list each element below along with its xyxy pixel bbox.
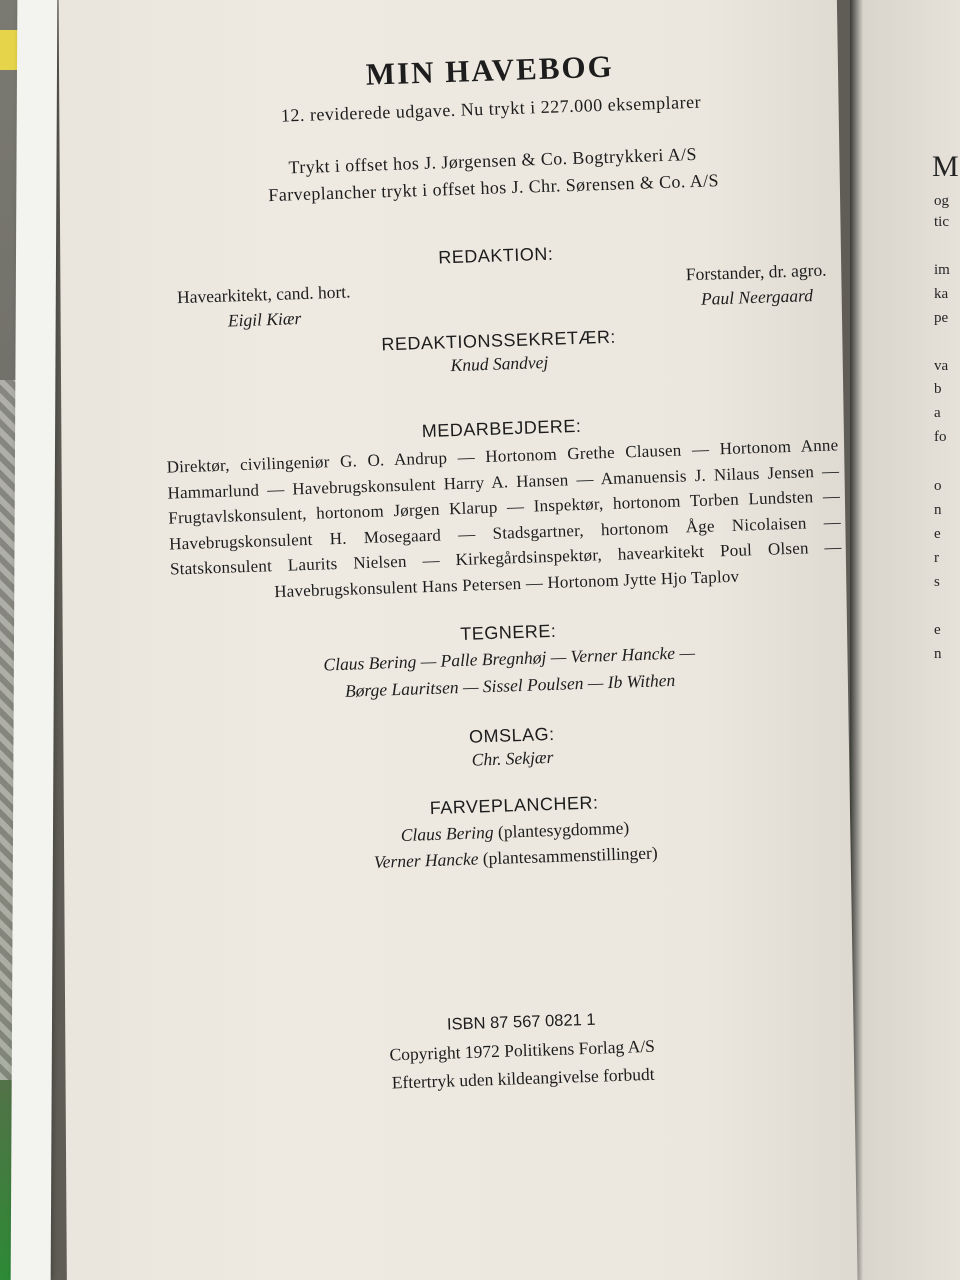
sekretaer-name: Knud Sandvej [450,351,549,376]
adjacent-page-text: M [932,150,959,183]
medarbejdere-list: Direktør, civilingeniør G. O. Andrup — Hortonom Grethe Clausen — Hortonom Anne Hammarlund — Havebrugskonsulent Harry A. Hansen — Amanuensis J. Nilaus Jensen — Frugtavlskonsulent, hortonom Jørgen Klarup — Inspektør, hortonom Torben Lundsten — Havebrugskonsulent H. Mosegaard — Stadsgartner, hortonom Åge Nicolaisen — Statskonsulent Laurits Nielsen — Kirkegårdsinspektør, havearkitekt Poul Olsen — Havebrugskonsulent Hans Petersen — Hortonom Jytte Hjo Taplov [166,435,843,601]
redaktion-heading: REDAKTION: [438,243,554,268]
omslag-heading: OMSLAG: [468,723,555,747]
tegnere-line-1: Claus Bering — Palle Bregnhøj — Verner Hancke — [323,642,696,675]
adjacent-page-text: og [934,193,949,209]
adjacent-page-text: r [934,550,939,566]
editor-right [685,258,828,319]
adjacent-page-text: pe [934,310,949,326]
print-line-2: Farveplancher trykt i offset hos J. Chr. Sørensen & Co. A/S [268,170,720,206]
book-title: MIN HAVEBOG [365,48,615,92]
adjacent-page-text: e [934,526,941,542]
editor-left-role: Havearkitekt, cand. hort. [176,281,351,308]
adjacent-page-text: o [934,478,942,494]
redaktion-section [156,234,838,336]
adjacent-page [850,0,960,1280]
farveplancher-desc-1: (plantesygdomme) [497,817,630,842]
print-line-1: Trykt i offset hos J. Jørgensen & Co. Bogtrykkeri A/S [288,143,698,178]
medarbejdere-heading: MEDARBEJDERE: [421,415,582,442]
edition-line: 12. reviderede udgave. Nu trykt i 227.000 eksemplarer [280,91,702,126]
adjacent-page-text: im [934,262,950,278]
adjacent-page-text: a [934,405,941,421]
reprint-notice: Eftertryk uden kildeangivelse forbudt [391,1063,655,1093]
page-content [149,27,864,1103]
adjacent-page-text: va [934,358,949,374]
tegnere-line-2: Børge Lauritsen — Sissel Poulsen — Ib Withen [344,669,676,701]
farveplancher-heading: FARVEPLANCHER: [429,792,599,819]
adjacent-page-text: ka [934,286,949,302]
adjacent-page-text: s [934,574,940,590]
farveplancher-desc-2: (plantesammenstillinger) [482,842,658,869]
farveplancher-name-2: Verner Hancke [373,848,479,872]
adjacent-page-text: tic [934,214,949,230]
sekretaer-heading: REDAKTIONSSEKRETÆR: [381,326,617,355]
editor-right-role: Forstander, dr. agro. [685,259,827,285]
medarbejdere-section [161,407,847,607]
editor-left-name: Eigil Kiær [227,308,302,331]
editor-right-name: Paul Neergaard [700,285,814,309]
tegnere-heading: TEGNERE: [460,620,557,644]
adjacent-page-text: e [934,622,941,638]
farveplancher-name-1: Claus Bering [400,821,494,846]
omslag-name: Chr. Sekjær [471,746,554,770]
tegnere-section [168,611,850,711]
book-cover-white-edge [11,0,58,1280]
adjacent-page-text: b [934,381,942,397]
adjacent-page-text: fo [934,429,947,445]
farveplancher-section [174,784,856,882]
isbn: ISBN 87 567 0821 1 [446,1010,596,1034]
copyright: Copyright 1972 Politikens Forlag A/S [389,1035,656,1065]
omslag-section [172,714,853,781]
editor-left [177,279,352,335]
adjacent-page-text: n [934,646,942,662]
adjacent-page-text: n [934,502,942,518]
